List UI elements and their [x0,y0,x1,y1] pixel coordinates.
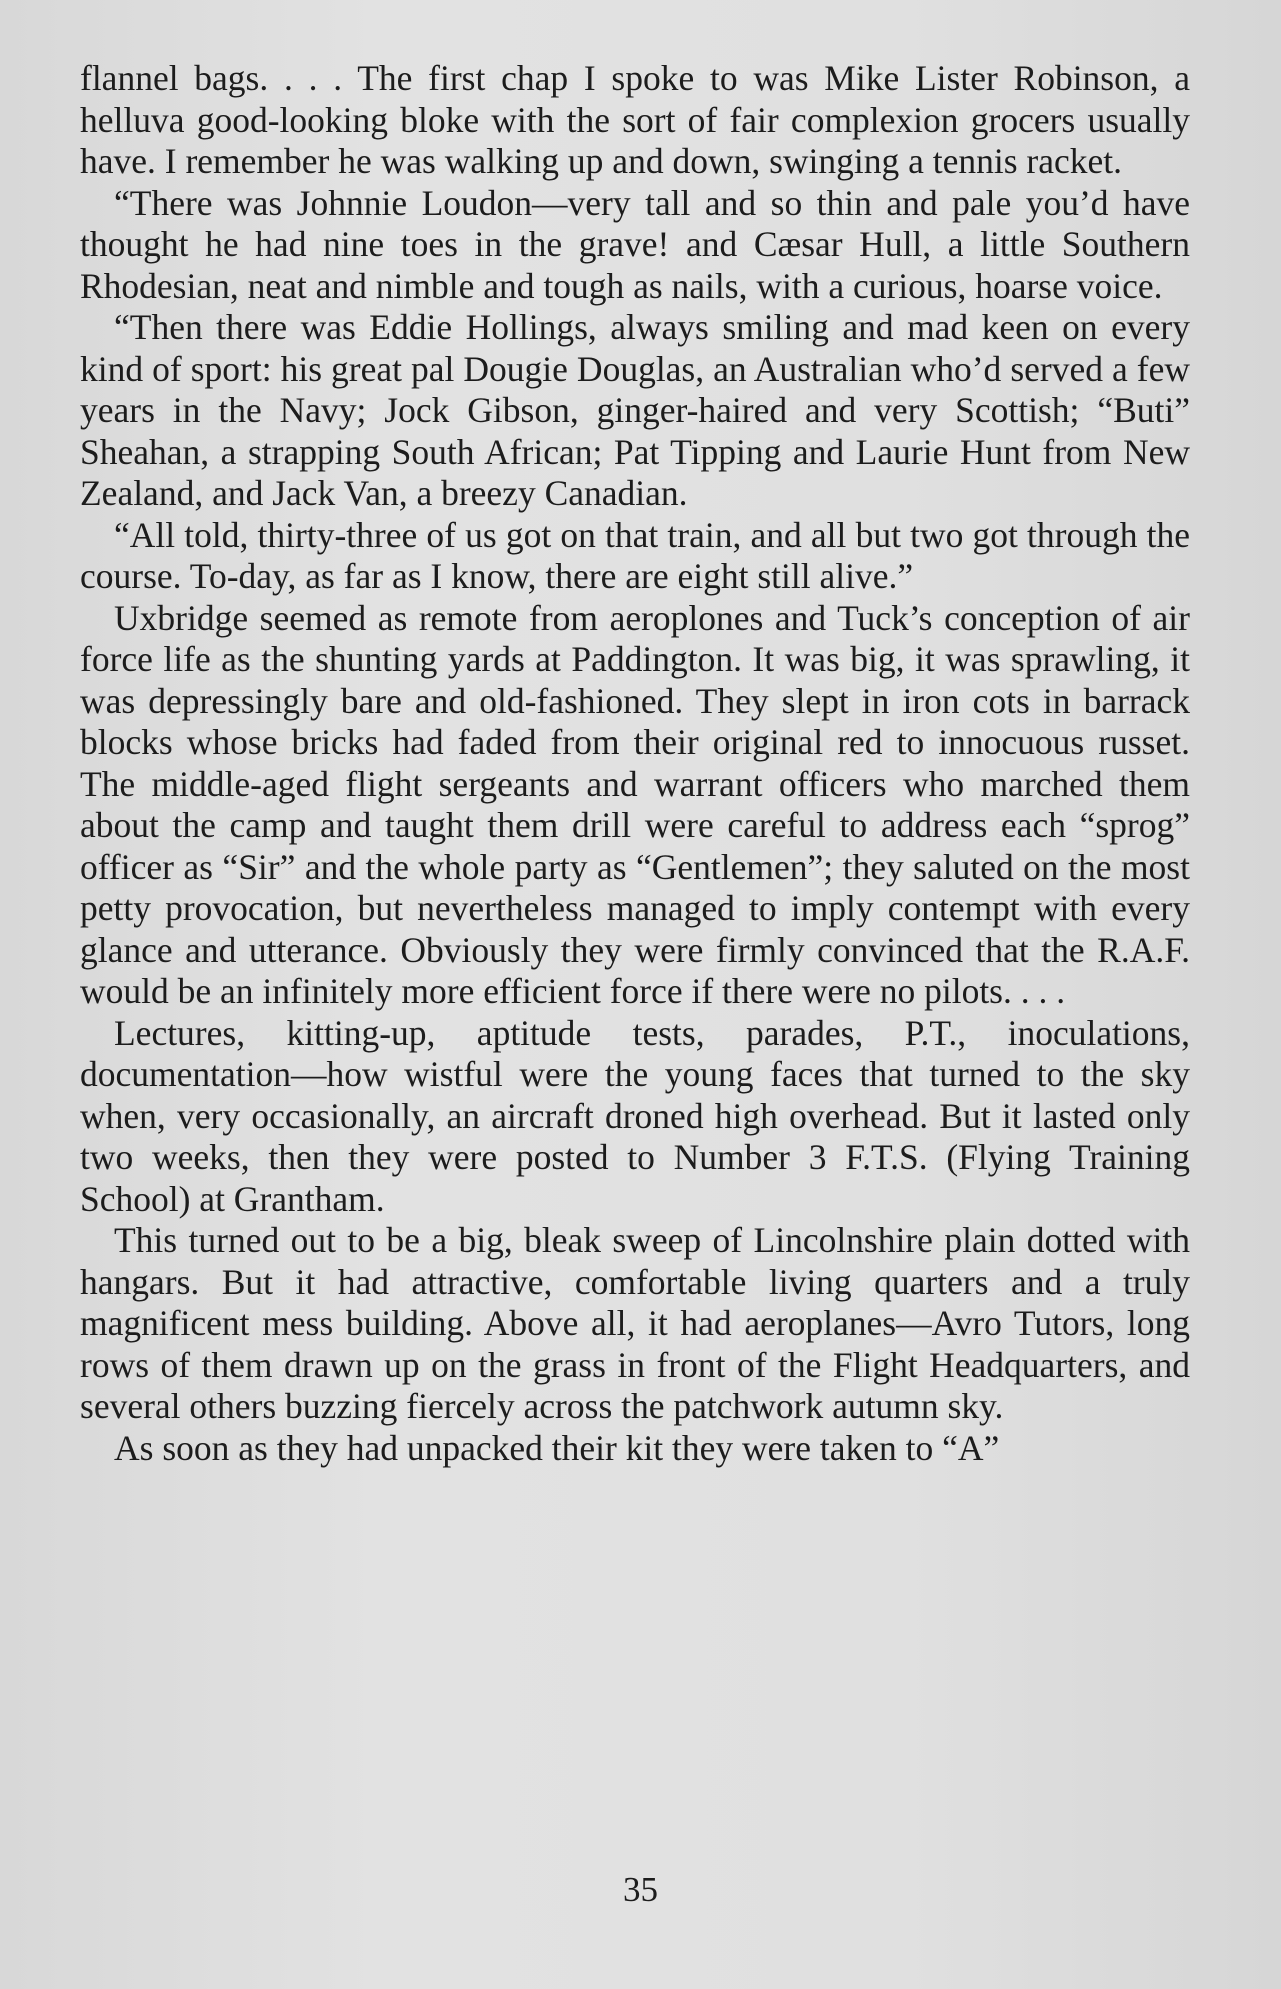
paragraph: This turned out to be a big, bleak sweep of Lincolnshire plain dotted with hangars. But it had attractive, comfortable living quarters and a truly magnificent mess building. Above all, it had aeroplanes—Avro Tutors, long rows of them drawn up on the grass in front of the Flight Headquarters, and several others buzzing fiercely across the patchwork autumn sky. [80,1220,1190,1426]
paragraph: flannel bags. . . . The first chap I spoke to was Mike Lister Robinson, a helluva good-looking bloke with the sort of fair complexion grocers usually have. I remember he was walking up and down, swinging a tennis racket. [80,58,1190,181]
body-text [80,58,1190,1469]
page-number: 35 [623,1870,658,1909]
paragraph: “There was Johnnie Loudon—very tall and so thin and pale you’d have thought he had nine toes in the grave! and Cæsar Hull, a little Southern Rhodesian, neat and nimble and tough as nails, with a curious, hoarse voice. [80,182,1190,306]
paragraph: “Then there was Eddie Hollings, always smiling and mad keen on every kind of sport: his great pal Dougie Douglas, an Australian who’d served a few years in the Navy; Jock Gibson, ginger-haired and very Scottish; “Buti” Sheahan, a strapping South African; Pat Tipping and Laurie Hunt from New Zealand, and Jack Van, a breezy Canadian. [80,307,1190,513]
paragraph: As soon as they had unpacked their kit they were taken to “A” [114,1427,1000,1468]
paragraph: Uxbridge seemed as remote from aeroplones and Tuck’s conception of air force life as the shunting yards at Paddington. It was big, it was sprawling, it was depressingly bare and old-fashioned. They slept in iron cots in barrack blocks whose bricks had faded from their original red to innocuous russet. The middle-aged flight sergeants and warrant officers who marched them about the camp and taught them drill were careful to address each “sprog” officer as “Sir” and the whole party as “Gentlemen”; they saluted on the most petty provocation, but nevertheless managed to imply contempt with every glance and utterance. Obviously they were firmly convinced that the R.A.F. would be an infinitely more efficient force if there were no pilots. . . . [80,597,1190,1011]
paragraph: Lectures, kitting-up, aptitude tests, parades, P.T., inoculations, documentation—how wistful were the young faces that turned to the sky when, very occasionally, an aircraft droned high overhead. But it lasted only two weeks, then they were posted to Number 3 F.T.S. (Flying Training School) at Grantham. [80,1012,1190,1219]
paragraph: “All told, thirty-three of us got on that train, and all but two got through the course. To-day, as far as I know, there are eight still alive.” [80,514,1190,596]
